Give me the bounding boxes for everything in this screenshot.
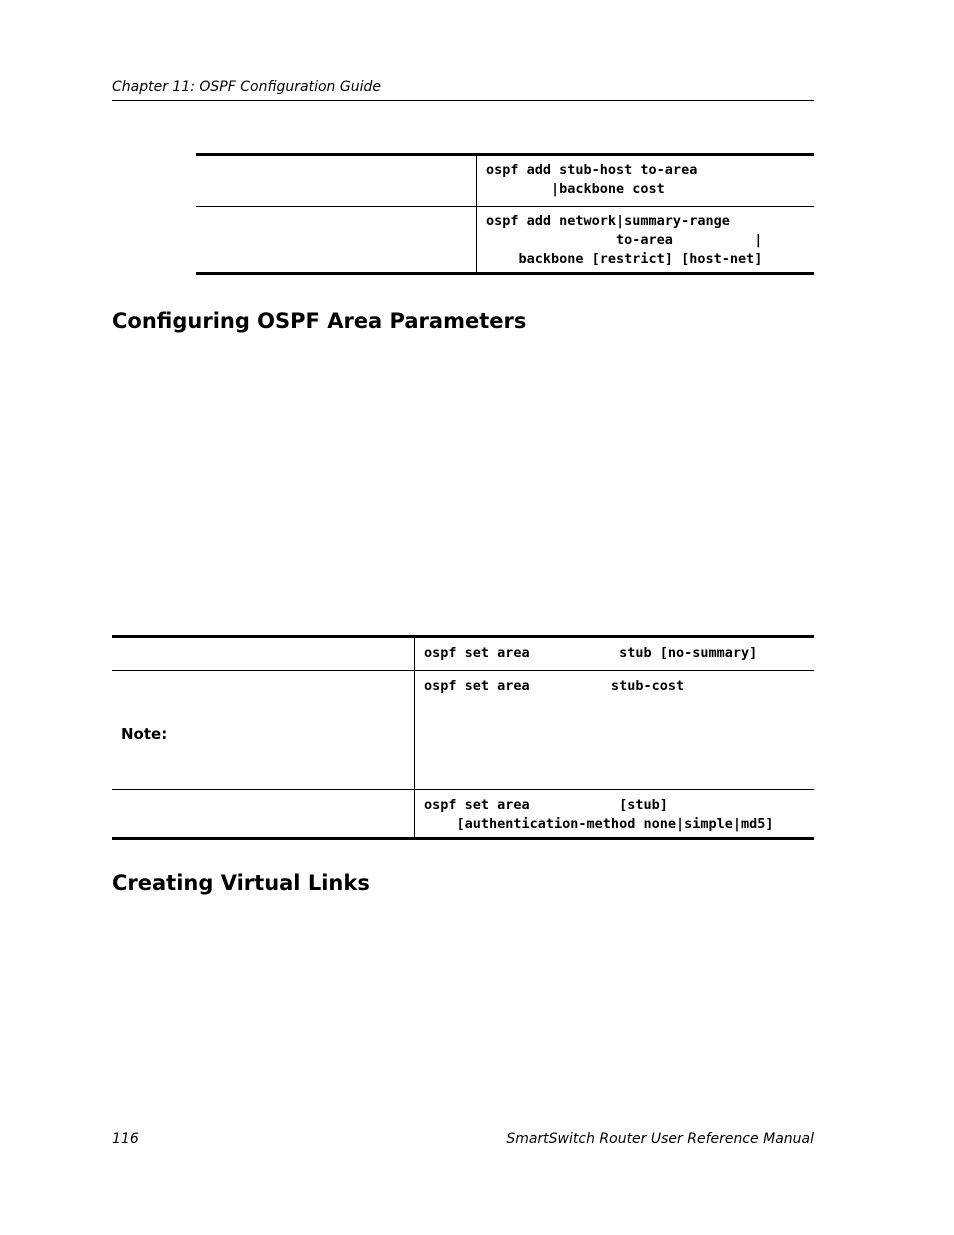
table-row (112, 638, 814, 671)
section-title-area-parameters: Configuring OSPF Area Parameters (112, 309, 527, 333)
table-cell-command (415, 671, 814, 789)
command-table-area-parameters (112, 635, 814, 840)
table-cell-command (415, 638, 814, 670)
table-cell-command (477, 207, 814, 272)
manual-title: SmartSwitch Router User Reference Manual (506, 1131, 814, 1147)
section-title-virtual-links: Creating Virtual Links (112, 871, 370, 895)
running-header: Chapter 11: OSPF Configuration Guide (112, 79, 381, 95)
table-cell-description (112, 638, 415, 670)
table-row (112, 790, 814, 840)
page-number: 116 (112, 1131, 139, 1147)
command-code: ospf set area stub [no-summary] (424, 645, 758, 661)
table-row (112, 671, 814, 790)
table-cell-description (196, 207, 477, 272)
table-cell-description (112, 790, 415, 837)
table-cell-command (415, 790, 814, 837)
command-table-stub-network (196, 153, 814, 275)
command-code: ospf add network|summary-range to-area | backbone [restrict] [host-net] (486, 213, 763, 267)
table-row (196, 156, 814, 207)
header-divider (112, 100, 814, 101)
table-cell-command (477, 156, 814, 206)
table-cell-description (196, 156, 477, 206)
table-row (196, 207, 814, 275)
table-cell-description (112, 671, 415, 789)
note-label: Note: (121, 725, 168, 743)
command-code: ospf add stub-host to-area |backbone cost (486, 162, 698, 197)
command-code: ospf set area [stub] [authentication-method none|simple|md5] (424, 797, 774, 832)
command-code: ospf set area stub-cost (424, 678, 685, 694)
